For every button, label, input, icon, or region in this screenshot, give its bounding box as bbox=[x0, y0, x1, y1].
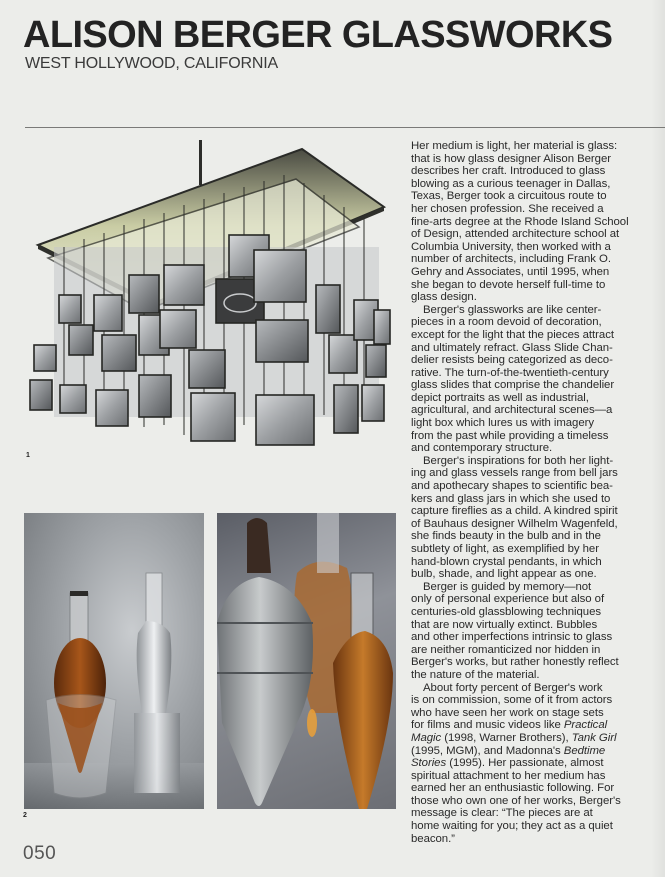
text-line: pieces in a room devoid of decoration, bbox=[411, 316, 602, 329]
text-line bbox=[399, 820, 651, 833]
text-run: who have seen her work on stage sets bbox=[411, 706, 604, 719]
text-line: and other imperfections intrinsic to glass bbox=[411, 631, 613, 644]
text-line: Berger's works, but rather honestly reflect bbox=[411, 656, 619, 669]
text-line: ing and glass vessels range from bell jars bbox=[411, 467, 618, 480]
text-line: kers and glass jars in which she used to bbox=[411, 492, 611, 505]
figure-1-label: 1 bbox=[26, 452, 30, 459]
text-line: she finds beauty in the bulb and in the bbox=[411, 530, 601, 543]
italic-title: Stories bbox=[411, 757, 447, 770]
text-line bbox=[399, 795, 651, 808]
text-line bbox=[399, 719, 651, 732]
text-line bbox=[399, 807, 651, 820]
text-run: those who own one of her works, Berger's bbox=[411, 794, 621, 807]
text-line: glass design. bbox=[411, 291, 477, 304]
article-body bbox=[411, 140, 651, 845]
text-run: (1998, Warner Brothers), bbox=[441, 731, 572, 744]
text-line bbox=[399, 757, 651, 770]
text-run: (1995, MGM), and Madonna's bbox=[411, 744, 564, 757]
figure-2-label: 2 bbox=[23, 812, 27, 819]
text-run: About forty percent of Berger's work bbox=[423, 681, 603, 694]
text-line: and ultimately refract. Glass Slide Chan- bbox=[411, 341, 613, 354]
text-line: Berger's inspirations for both her light- bbox=[423, 454, 614, 467]
text-line: hand-blown crystal pendants, in which bbox=[411, 555, 602, 568]
text-line: number of architects, including Frank O. bbox=[411, 253, 611, 266]
text-line: bulb, shade, and light appear as one. bbox=[411, 568, 597, 581]
text-line: light box which lures us with imagery bbox=[411, 417, 595, 430]
text-line: of Bauhaus designer Wilhelm Wagenfeld, bbox=[411, 517, 618, 530]
text-line bbox=[411, 682, 651, 695]
text-line: except for the light that the pieces attract bbox=[411, 328, 614, 341]
vessels-photo bbox=[217, 513, 396, 809]
italic-title: Magic bbox=[411, 731, 442, 744]
text-line: that are now virtually extinct. Bubbles bbox=[411, 618, 598, 631]
text-line bbox=[399, 694, 651, 707]
text-run: for films and music videos like bbox=[411, 719, 564, 732]
text-line bbox=[399, 745, 651, 758]
article-paragraph bbox=[411, 455, 651, 581]
text-line: glass slides that comprise the chandelier bbox=[411, 379, 615, 392]
header-divider bbox=[25, 127, 665, 128]
text-run: spiritual attachment to her medium has bbox=[411, 769, 606, 782]
article-paragraph bbox=[411, 581, 651, 682]
text-run: home waiting for you; they act as a quiet bbox=[411, 820, 613, 833]
italic-title: Practical bbox=[563, 719, 608, 732]
text-line bbox=[399, 833, 651, 846]
article-paragraph bbox=[411, 140, 651, 304]
text-line bbox=[399, 707, 651, 720]
text-line: Her medium is light, her material is glass: bbox=[411, 140, 618, 152]
text-line: her chosen profession. She received a bbox=[411, 202, 604, 215]
text-line: describes her craft. Introduced to glass bbox=[411, 165, 606, 178]
italic-title: Bedtime bbox=[563, 744, 606, 757]
text-line: agricultural, and architectural scenes—a bbox=[411, 404, 613, 417]
text-line: and apothecary shapes to scientific bea- bbox=[411, 480, 613, 493]
text-line: rative. The turn-of-the-twentieth-century bbox=[411, 366, 609, 379]
text-line: delier resists being categorized as deco- bbox=[411, 354, 613, 367]
italic-title: Tank Girl bbox=[571, 731, 617, 744]
text-line: Berger is guided by memory—not bbox=[423, 580, 592, 593]
text-line: capture fireflies as a child. A kindred spirit bbox=[411, 505, 618, 518]
text-line: Columbia University, then worked with a bbox=[411, 240, 611, 253]
text-run: is on commission, some of it from actors bbox=[411, 694, 613, 707]
text-line: from the past while providing a timeless bbox=[411, 429, 609, 442]
article-paragraph bbox=[411, 304, 651, 455]
text-line: Gehry and Associates, until 1995, when bbox=[411, 265, 610, 278]
article-paragraph bbox=[411, 682, 651, 846]
bottles-photo bbox=[24, 513, 204, 809]
text-line: that is how glass designer Alison Berger bbox=[411, 152, 611, 165]
text-line: are neither romanticized nor hidden in bbox=[411, 643, 601, 656]
page-edge-shadow bbox=[651, 0, 665, 877]
text-line: and contemporary structure. bbox=[411, 442, 553, 455]
text-line: the nature of the material. bbox=[411, 668, 540, 681]
text-line bbox=[399, 732, 651, 745]
chandelier-illustration bbox=[24, 135, 404, 455]
text-run: (1995). Her passionate, almost bbox=[446, 757, 604, 770]
text-line: fine-arts degree at the Rhode Island School bbox=[411, 215, 629, 228]
text-line: she began to devote herself full-time to bbox=[411, 278, 606, 291]
text-line: Berger's glassworks are like center- bbox=[423, 303, 602, 316]
text-run: beacon.” bbox=[411, 832, 455, 845]
text-line: Texas, Berger took a circuitous route to bbox=[411, 190, 607, 203]
text-run: earned her an enthusiastic following. For bbox=[411, 782, 615, 795]
text-line: depict portraits as well as industrial, bbox=[411, 391, 589, 404]
text-line: blowing as a curious teenager in Dallas, bbox=[411, 177, 611, 190]
text-line: only of personal experience but also of bbox=[411, 593, 605, 606]
text-line: of Design, attended architecture school at bbox=[411, 228, 620, 241]
page-title: ALISON BERGER GLASSWORKS bbox=[23, 14, 613, 56]
location-subtitle: WEST HOLLYWOOD, CALIFORNIA bbox=[25, 55, 278, 72]
text-line: subtlety of light, as exemplified by her bbox=[411, 543, 599, 555]
text-line: centuries-old glassblowing techniques bbox=[411, 605, 602, 618]
text-line bbox=[399, 770, 651, 783]
text-run: message is clear: “The pieces are at bbox=[411, 807, 593, 820]
text-line bbox=[399, 782, 651, 795]
page-number: 050 bbox=[23, 843, 57, 864]
